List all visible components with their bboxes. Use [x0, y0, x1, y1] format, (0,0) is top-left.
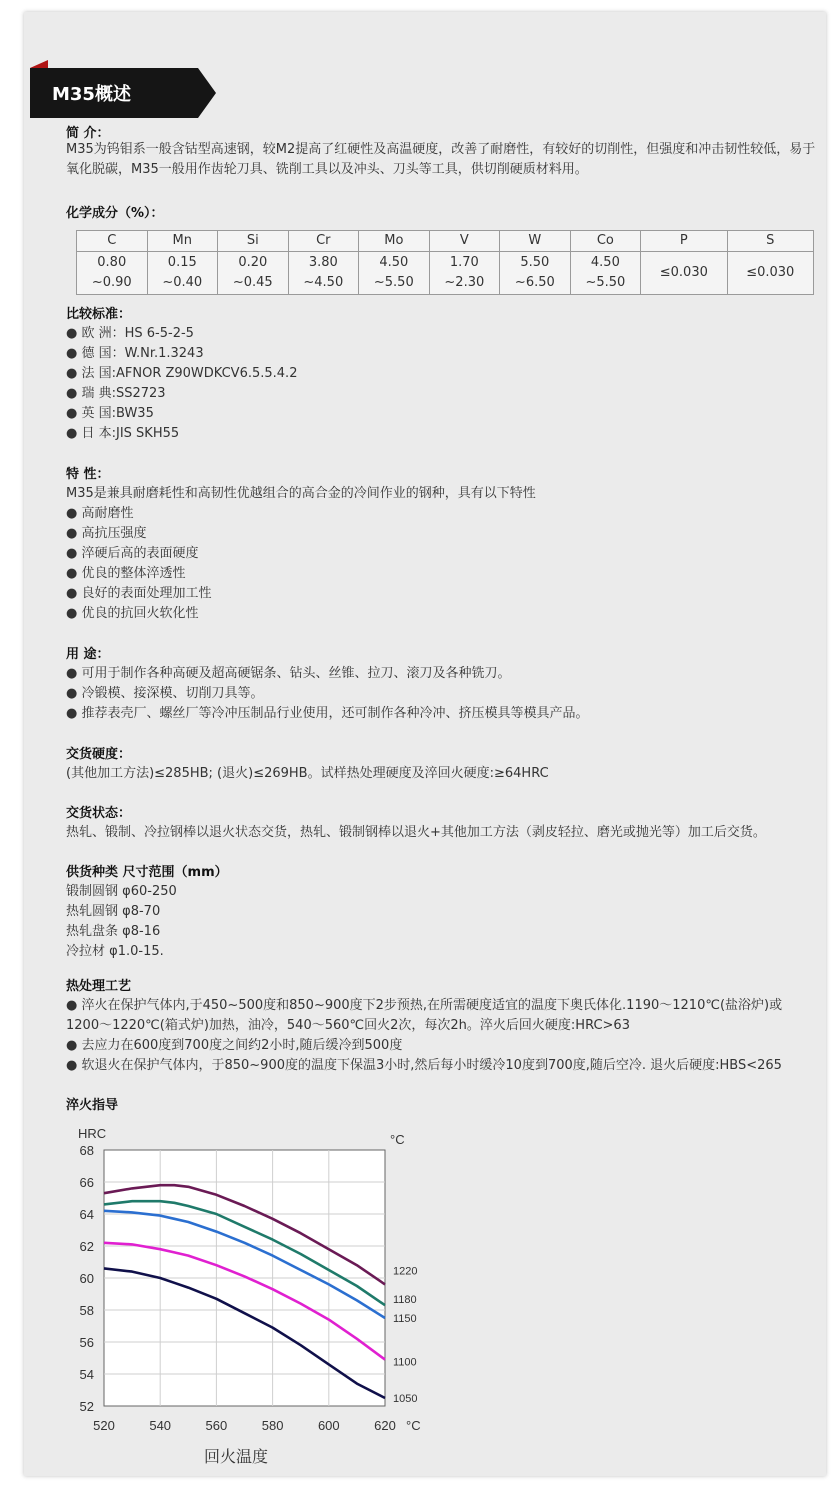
properties-title: 特 性：: [66, 467, 110, 482]
y-tick-label: 54: [79, 1367, 94, 1382]
x-tick-label: 520: [93, 1418, 115, 1433]
standard-item: ● 日 本:JIS SKH55: [66, 426, 180, 441]
delivery-title: 交货状态：: [66, 806, 132, 821]
chemistry-header-cell: Si: [218, 231, 289, 252]
chemistry-header-cell: Co: [570, 231, 641, 252]
chemistry-value-cell: [727, 252, 813, 295]
standard-item: ● 法 国:AFNOR Z90WDKCV6.5.5.4.2: [66, 366, 298, 381]
supply-item: 热轧盘条 φ8-16: [66, 924, 161, 939]
chemistry-value: ~0.40: [162, 275, 203, 290]
delivery-text: 热轧、锻制、冷拉钢棒以退火状态交货，热轧、锻制钢棒以退火+其他加工方法（剥皮轻拉、磨光或抛光等）加工后交货。: [66, 825, 766, 840]
uses-title: 用 途：: [66, 647, 110, 662]
chemistry-value-cell: [147, 252, 218, 295]
chemistry-header-cell: V: [429, 231, 500, 252]
x-axis-unit: °C: [406, 1418, 421, 1433]
chemistry-header-cell: S: [727, 231, 813, 252]
series-label: 1180: [393, 1294, 417, 1307]
heat-item: 1200～1220℃(箱式炉)加热，油冷，540～560℃回火2次，每次2h。淬火后回火硬度:HRC>63: [66, 1018, 630, 1033]
chemistry-value: 0.15: [167, 255, 197, 270]
standard-item: ● 欧 洲：HS 6-5-2-5: [66, 326, 194, 341]
chemistry-value-cell: [218, 252, 289, 295]
chemistry-value-cell: [570, 252, 641, 295]
property-item: ● 淬硬后高的表面硬度: [66, 546, 199, 561]
supply-item: 热轧圆钢 φ8-70: [66, 904, 161, 919]
banner-title: M35概述: [52, 84, 131, 105]
quench-chart: [64, 1122, 444, 1472]
x-tick-label: 560: [205, 1418, 228, 1433]
series-label: 1050: [393, 1393, 418, 1405]
chemistry-value-row: [77, 252, 814, 295]
chemistry-value: ~6.50: [514, 275, 555, 290]
properties-intro: M35是兼具耐磨耗性和高韧性优越组合的高合金的冷间作业的钢种，具有以下特性: [66, 486, 536, 501]
chemistry-header-cell: Cr: [288, 231, 359, 252]
intro-text: M35为钨钼系一般含钴型高速钢，较M2提高了红硬性及高温硬度，改善了耐磨性，有较好的切削性，但强度和冲击韧性较低，易于氧化脱碳，M35一般用作齿轮刀具、铣削工具以及冲头、刀头等工具，供切削硬质材料用。: [66, 142, 816, 177]
y-axis-label: HRC: [78, 1126, 107, 1141]
use-item: ● 冷锻模、接深模、切削刀具等。: [66, 686, 264, 701]
chemistry-value: ~4.50: [303, 275, 344, 290]
x-tick-label: 620: [374, 1418, 396, 1433]
property-item: ● 良好的表面处理加工性: [66, 586, 212, 601]
chemistry-value-cell: [77, 252, 148, 295]
heat-item: ● 淬火在保护气体内,于450~500度和850~900度下2步预热,在所需硬度适宜的温度下奥氏体化.1190～1210℃(盐浴炉)或: [66, 998, 783, 1013]
chemistry-value: 0.20: [238, 255, 268, 270]
y-tick-label: 68: [79, 1143, 94, 1158]
chemistry-header-cell: W: [500, 231, 571, 252]
y2-axis-label: °C: [390, 1132, 405, 1147]
series-label: 1150: [393, 1313, 417, 1325]
chemistry-value-cell: [429, 252, 500, 295]
quench-title: 淬火指导: [66, 1098, 119, 1113]
y-tick-label: 60: [79, 1271, 94, 1286]
chemistry-header-cell: Mo: [359, 231, 430, 252]
hardness-text: (其他加工方法)≤285HB; (退火)≤269HB。试样热处理硬度及淬回火硬度:≥64HRC: [66, 766, 549, 781]
heat-item: ● 软退火在保护气体内，于850~900度的温度下保温3小时,然后每小时缓冷10度到700度,随后空冷. 退火后硬度:HBS<265: [66, 1058, 782, 1073]
chemistry-value: 1.70: [449, 255, 479, 270]
heat-title: 热处理工艺: [66, 979, 132, 994]
y-tick-label: 56: [79, 1335, 94, 1350]
chemistry-value: ~0.90: [91, 275, 132, 290]
chemistry-value-cell: [359, 252, 430, 295]
standard-item: ● 英 国:BW35: [66, 406, 154, 421]
property-item: ● 高抗压强度: [66, 526, 147, 541]
chemistry-header-cell: Mn: [147, 231, 218, 252]
chemistry-value: 5.50: [520, 255, 550, 270]
chemistry-value: 0.80: [97, 255, 127, 270]
y-tick-label: 64: [79, 1207, 94, 1222]
supply-item: 冷拉材 φ1.0-15.: [66, 944, 164, 959]
y-tick-label: 66: [79, 1175, 94, 1190]
chemistry-value: ~0.45: [232, 275, 273, 290]
standard-item: ● 瑞 典:SS2723: [66, 386, 166, 401]
property-item: ● 优良的抗回火软化性: [66, 606, 199, 621]
chemistry-value-cell: [641, 252, 727, 295]
chemistry-value: 4.50: [379, 255, 409, 270]
chemistry-header-row: [77, 231, 814, 252]
supply-item: 锻制圆钢 φ60-250: [66, 884, 177, 899]
y-tick-label: 52: [79, 1399, 94, 1414]
y-tick-label: 62: [79, 1239, 94, 1254]
content-panel: [24, 12, 826, 1476]
property-item: ● 优良的整体淬透性: [66, 566, 186, 581]
hardness-title: 交货硬度：: [66, 747, 132, 762]
chemistry-value: ≤0.030: [746, 265, 795, 280]
heat-item: ● 去应力在600度到700度之间约2小时,随后缓冷到500度: [66, 1038, 403, 1053]
intro-title: 简 介：: [66, 126, 110, 141]
x-tick-label: 580: [261, 1418, 284, 1433]
chemistry-header-cell: C: [77, 231, 148, 252]
chemistry-table: [76, 230, 814, 295]
chemistry-value-cell: [288, 252, 359, 295]
standards-title: 比较标准：: [66, 307, 132, 322]
x-tick-label: 540: [149, 1418, 172, 1433]
standard-item: ● 德 国：W.Nr.1.3243: [66, 346, 204, 361]
chemistry-value: 4.50: [590, 255, 620, 270]
chemistry-value: 3.80: [308, 255, 338, 270]
chemistry-title: 化学成分（%）：: [66, 206, 164, 221]
chemistry-value: ~2.30: [444, 275, 485, 290]
chemistry-value: ~5.50: [585, 275, 626, 290]
series-label: 1100: [393, 1356, 417, 1369]
x-tick-label: 600: [317, 1418, 340, 1433]
chemistry-value: ~5.50: [373, 275, 414, 290]
supply-title: 供货种类 尺寸范围（mm）: [66, 865, 228, 880]
chemistry-value-cell: [500, 252, 571, 295]
chemistry-header-cell: P: [641, 231, 727, 252]
use-item: ● 推荐表壳厂、螺丝厂等冷冲压制品行业使用，还可制作各种冷冲、挤压模具等模具产品。: [66, 706, 589, 721]
series-label: 1220: [393, 1265, 418, 1278]
use-item: ● 可用于制作各种高硬及超高硬锯条、钻头、丝锥、拉刀、滚刀及各种铣刀。: [66, 666, 511, 681]
chemistry-value: ≤0.030: [659, 265, 708, 280]
property-item: ● 高耐磨性: [66, 506, 134, 521]
section-banner: [30, 68, 216, 118]
y-tick-label: 58: [79, 1303, 94, 1318]
x-axis-label: 回火温度: [203, 1447, 269, 1466]
